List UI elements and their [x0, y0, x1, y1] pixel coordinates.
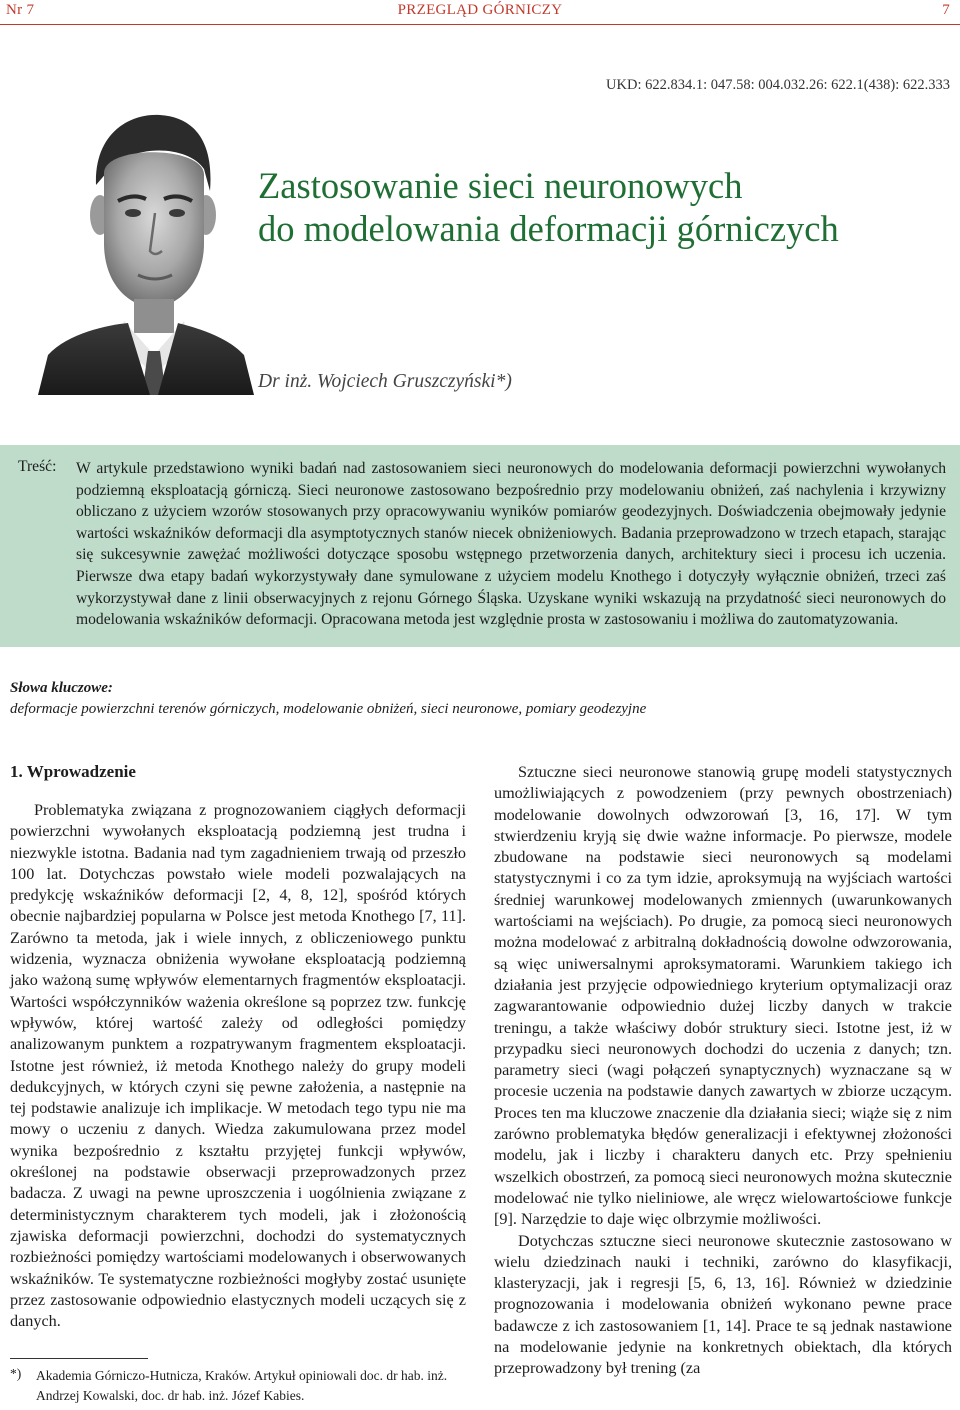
- header-issue-number: Nr 7: [6, 2, 35, 18]
- abstract-label: Treść:: [18, 458, 57, 475]
- header-page-number: 7: [942, 2, 950, 18]
- footnote-text: Akademia Górniczo-Hutnicza, Kraków. Artykuł opiniowali doc. dr hab. inż. Andrzej Kowalski, doc. dr hab. inż. Józef Kabies.: [36, 1368, 448, 1403]
- body-left-column: [10, 800, 466, 1332]
- footnote-mark: *): [10, 1366, 22, 1381]
- keywords-label: Słowa kluczowe:: [10, 680, 113, 696]
- author-photo: [38, 93, 254, 395]
- article-title-line-2: do modelowania deformacji górniczych: [258, 208, 839, 249]
- article-author: Dr inż. Wojciech Gruszczyński*): [258, 371, 512, 392]
- body-right-column: [494, 762, 952, 1380]
- article-title: [258, 164, 948, 250]
- section-heading: 1. Wprowadzenie: [10, 762, 136, 781]
- article-title-line-1: Zastosowanie sieci neuronowych: [258, 165, 743, 206]
- udc-classification: UKD: 622.834.1: 047.58: 004.032.26: 622.1(438): 622.333: [606, 77, 950, 93]
- paragraph: Problematyka związana z prognozowaniem ciągłych deformacji powierzchni wywołanych eksploatacją podziemną jest trudna i niezwykle istotna. Badania nad tym zagadnieniem trwają od przeszło 100 lat. Dotychczas powstało wiele modeli pozwalających na predykcję wskaźników deformacji [2, 4, 8, 12], spośród których obecnie najbardziej popularna w Polsce jest metoda Knothego [7, 11]. Zarówno ta metoda, jak i wiele innych, z obliczeniowego punktu widzenia, wyznacza obniżenia wywołane eksploatacją podziemną jako ważoną sumę wpływów elementarnych fragmentów eksploatacji. Wartości współczynników ważenia określone są poprzez tzw. funkcję wpływów, której wartość zależy od odległości pomiędzy analizowanym punktem a rozpatrywanym fragmentem eksploatacji. Istotne jest również, iż metoda Knothego należy do grupy modeli dedukcyjnych, w których czyni się pewne założenia, a następnie na tej podstawie analizuje ich implikacje. W metodach tego typu nie ma mowy o uczeniu z danych. Wiedza zakumulowana przez model wynika bezpośrednio z kształtu przyjętej funkcji wpływów, określonej na podstawie obserwacji przeprowadzonych przez badacza. Z uwagi na pewne uproszczenia i uogólnienia związane z deterministycznym charakterem tych modeli, jak i złożonością zjawiska deformacji powierzchni, dochodzi do systematycznych rozbieżności pomiędzy wartościami modelowanych i obserwowanych wskaźników. Te systematyczne rozbieżności mogłyby zostać usunięte przez zastosowanie odpowiednio elastycznych modeli uczących się z danych.: [10, 801, 466, 1331]
- paragraph: Sztuczne sieci neuronowe stanowią grupę modeli statystycznych umożliwiających z powodzeniem (przy pewnych obostrzeniach) modelowanie dowolnych odwzorowań [3, 16, 17]. W tym stwierdzeniu kryją się dwie ważne informacje. Po pierwsze, modele zbudowane na podstawie sieci neuronowych są modelami statystycznymi i co za tym idzie, aproksymują na wyjściach wartości średniej warunkowej modelowanych zmiennych (uwarunkowanych wartościami na wejściach). Po drugie, za pomocą sieci neuronowych można modelować z arbitralną dokładnością dowolne odwzorowania, są więc uniwersalnymi aproksymatorami. Warunkiem takiego ich działania jest przyjęcie odpowiedniego kryterium optymalizacji oraz zagwarantowanie odpowiednio dużej liczby danych w trakcie treningu, a także właściwy dobór struktury sieci. Istotne jest, iż w przypadku sieci neuronowych dochodzi do uczenia z danych; tzn. parametry sieci (wagi połączeń synaptycznych) wyznaczane są w procesie uczenia na podstawie danych zawartych w zbiorze uczącym. Proces ten ma kluczowe znaczenie dla działania sieci; wiąże się z nim zarówno problematyka błędów generalizacji i efektywnej złożoności modelu, jak i liczby i charakteru danych etc. Przy spełnieniu wszelkich obostrzeń, za pomocą sieci neuronowych można skutecznie modelować nie tylko nieliniowe, ale wręcz wielowartościowe funkcje [9]. Narzędzie to daje więc olbrzymie możliwości.: [494, 763, 952, 1229]
- abstract-text: W artykule przedstawiono wyniki badań nad zastosowaniem sieci neuronowych do modelowania deformacji powierzchni wywołanych podziemną eksploatacją górniczą. Sieci neuronowe zastosowano bezpośrednio przy modelowaniu obniżeń, zaś nachylenia i krzywizny obliczano z użyciem wzorów stosowanych przy opracowywaniu wyników pomiarów geodezyjnych. Doświadczenia obejmowały jedynie wartości wskaźników deformacji dla asymptotycznych stanów niecek obniżeniowych. Badania przeprowadzono w trzech etapach, starając się sukcesywnie zawężać możliwości dotyczące sposobu wstępnego przetworzenia danych, architektury sieci i procesu ich uczenia. Pierwsze dwa etapy badań wykorzystywały dane symulowane z użyciem modelu Knothego i dotyczyły wyłącznie obniżeń, trzeci zaś wykorzystywał dane z linii obserwacyjnych z rejonu Górnego Śląska. Uzyskane wyniki wskazują na przydatność sieci neuronowych do modelowania wskaźników deformacji. Opracowana metoda jest względnie prosta w zastosowaniu i możliwa do zautomatyzowania.: [76, 460, 946, 629]
- keywords-text: deformacje powierzchni terenów górniczych, modelowanie obniżeń, sieci neuronowe, pomiary geodezyjne: [10, 701, 647, 717]
- header-rule: [0, 24, 960, 25]
- footnote-rule: [10, 1358, 148, 1359]
- paragraph: Dotychczas sztuczne sieci neuronowe skutecznie zastosowano w wielu dziedzinach nauki i techniki, zarówno do klasyfikacji, klasteryzacji, jak i regresji [5, 6, 13, 16]. Również w dziedzinie prognozowania i modelowania obniżeń wykonano pewne prace badawcze z ich zastosowaniem [1, 14]. Prace te są jednak nastawione na modelowanie jedynie na konkretnych obiektach, dla których przeprowadzony był trening (za: [494, 1231, 952, 1378]
- header-journal-name: PRZEGLĄD GÓRNICZY: [397, 2, 563, 18]
